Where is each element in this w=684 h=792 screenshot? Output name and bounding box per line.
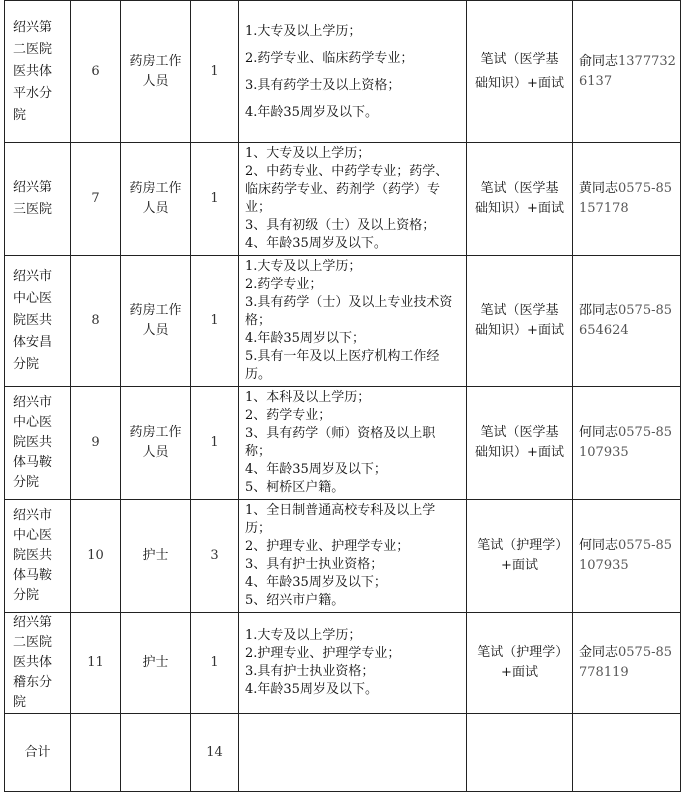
exam-cell: 笔试（护理学）+面试 [467,613,573,714]
unit-cell: 绍兴市中心医院医共体马鞍分院 [5,500,71,613]
exam-cell: 笔试（医学基础知识）+面试 [467,256,573,387]
contact-phone: 0575-85778119 [579,645,673,680]
requirement-line: 3、具有初级（士）及以上资格； [245,218,436,233]
empty-cell [239,714,467,792]
exam-cell: 笔试（医学基础知识）+面试 [467,1,573,143]
requirement-line: 2.药学专业、临床药学专业； [245,50,414,66]
contact-phone: 13777326137 [579,53,676,89]
contact-cell [573,387,681,500]
position-cell: 药房工作人员 [121,143,191,256]
count-cell: 1 [191,143,239,256]
requirement-line: 1.大专及以上学历； [245,628,362,643]
requirement-line: 4.年龄35周岁及以下。 [245,682,378,697]
unit-cell: 绍兴市中心医院医共体马鞍分院 [5,387,71,500]
contact-name: 何同志 [579,538,619,553]
requirement-line: 1、本科及以上学历； [245,390,371,405]
requirements-cell [239,500,467,613]
requirements-cell [239,256,467,387]
requirement-line: 1.大专及以上学历； [245,23,362,39]
empty-cell [71,714,121,792]
requirement-line: 4、年龄35周岁及以下； [245,462,387,477]
requirement-line: 2、护理专业、护理学专业； [245,539,410,554]
requirement-line: 1、大专及以上学历； [245,146,371,161]
requirement-line: 1.大专及以上学历； [245,259,362,274]
index-cell: 11 [71,613,121,714]
unit-cell: 绍兴第二医院医共体平水分院 [5,1,71,143]
requirement-line: 3.具有护士执业资格； [245,664,375,679]
table-row [5,256,681,387]
position-cell: 药房工作人员 [121,256,191,387]
contact-phone: 0575-85107935 [579,538,673,573]
requirements-cell [239,613,467,714]
contact-cell [573,1,681,143]
requirement-line: 3.具有药学（士）及以上专业技术资格； [245,295,453,328]
contact-cell [573,613,681,714]
index-cell: 9 [71,387,121,500]
requirement-line: 2.护理专业、护理学专业； [245,646,401,661]
exam-cell: 笔试（医学基础知识）+面试 [467,143,573,256]
contact-phone: 0575-85107935 [579,425,673,460]
requirement-line: 4.年龄35周岁及以下。 [245,104,378,120]
position-cell: 护士 [121,500,191,613]
requirement-line: 3、具有药学（师）资格及以上职称； [245,426,436,459]
contact-phone: 0575-85654624 [579,303,673,338]
requirement-line: 2、中药专业、中药学专业；药学、临床药学专业、药剂学（药学）专业； [245,164,449,215]
requirement-line: 5.具有一年及以上医疗机构工作经历。 [245,349,440,382]
requirement-line: 5、绍兴市户籍。 [245,593,345,608]
index-cell: 6 [71,1,121,143]
requirements-cell [239,1,467,143]
contact-cell [573,143,681,256]
empty-cell [573,714,681,792]
requirement-line: 3.具有药学士及以上资格； [245,77,401,93]
count-cell: 3 [191,500,239,613]
empty-cell [467,714,573,792]
requirement-line: 2、药学专业； [245,408,332,423]
exam-cell: 笔试（护理学）+面试 [467,500,573,613]
requirement-line: 2.药学专业； [245,277,323,292]
exam-cell: 笔试（医学基础知识）+面试 [467,387,573,500]
unit-cell: 绍兴第二医院医共体稽东分院 [5,613,71,714]
empty-cell [121,714,191,792]
table-row [5,143,681,256]
count-cell: 1 [191,1,239,143]
requirement-line: 5、柯桥区户籍。 [245,480,345,495]
contact-name: 何同志 [579,425,619,440]
index-cell: 7 [71,143,121,256]
count-cell: 1 [191,613,239,714]
table-row [5,387,681,500]
requirement-line: 4、年龄35周岁及以下。 [245,236,387,251]
requirements-cell [239,387,467,500]
contact-name: 邵同志 [579,303,619,318]
table-row [5,1,681,143]
table-row [5,613,681,714]
requirement-line: 3、具有护士执业资格； [245,557,384,572]
unit-cell: 绍兴市中心医院医共体安昌分院 [5,256,71,387]
position-cell: 药房工作人员 [121,1,191,143]
requirement-line: 4、年龄35周岁及以下； [245,575,387,590]
count-cell: 1 [191,256,239,387]
contact-phone: 0575-85157178 [579,181,673,216]
contact-cell [573,256,681,387]
requirements-cell [239,143,467,256]
contact-name: 黄同志 [579,181,619,196]
total-row [5,714,681,792]
total-label-cell: 合计 [5,714,71,792]
unit-cell: 绍兴第三医院 [5,143,71,256]
contact-cell [573,500,681,613]
requirement-line: 4.年龄35周岁以下； [245,331,365,346]
table-row [5,500,681,613]
requirement-line: 1、全日制普通高校专科及以上学历； [245,503,436,536]
position-cell: 药房工作人员 [121,387,191,500]
total-count-cell: 14 [191,714,239,792]
position-cell: 护士 [121,613,191,714]
count-cell: 1 [191,387,239,500]
contact-name: 金同志 [579,645,619,660]
contact-name: 俞同志 [579,53,619,69]
recruitment-table [4,0,681,792]
index-cell: 8 [71,256,121,387]
index-cell: 10 [71,500,121,613]
